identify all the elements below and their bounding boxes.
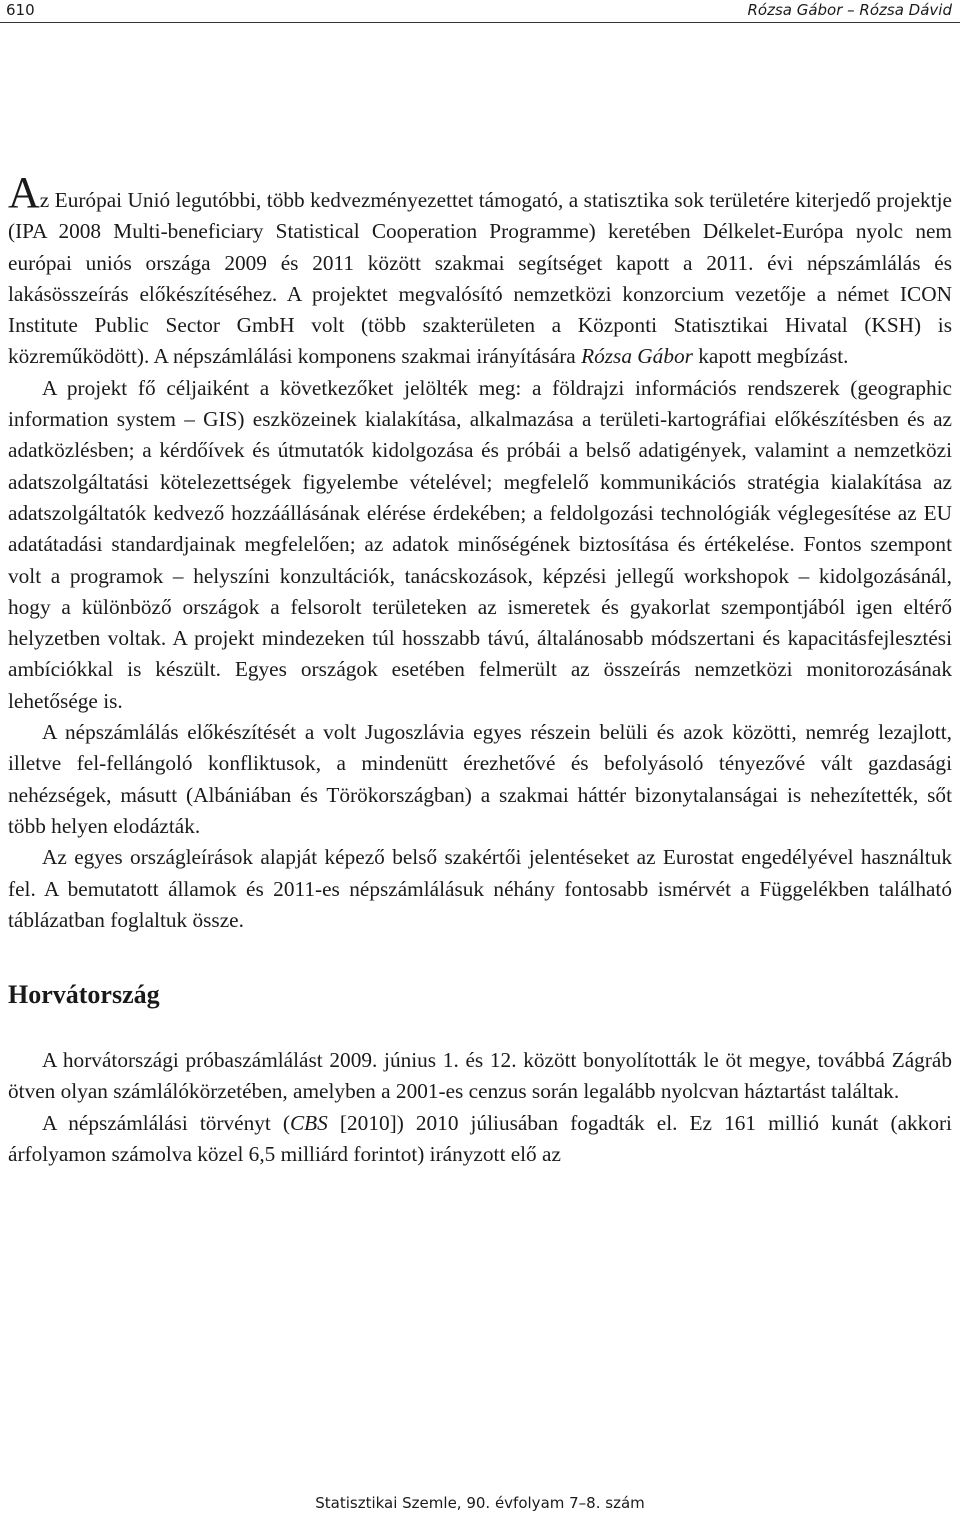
paragraph-census-law (8, 1108, 952, 1171)
running-header-authors: Rózsa Gábor – Rózsa Dávid (747, 1, 952, 19)
page-number: 610 (6, 1, 35, 19)
running-header (0, 0, 960, 23)
running-footer: Statisztikai Szemle, 90. évfolyam 7–8. szám (315, 1494, 645, 1512)
paragraph-sources: Az egyes országleírások alapját képező belső szakértői jelentéseket az Eurostat engedélyével használtuk fel. A bemutatott államok és 2011-es népszámlálásuk néhány fontosabb ismérvét a Függelékben található táblázatban foglaltuk össze. (8, 845, 952, 932)
paragraph-goals: A projekt fő céljaiként a következőket jelölték meg: a földrajzi információs rendszerek (geographic information system – GIS) eszközeinek kialakítása, alkalmazása a területi-kartográfiai előkészítésben és az adatközlésben; a kérdőívek és útmutatók kidolgozása és próbái a belső adatigények, valamint a nemzetközi adatszolgáltatási kötelezettségek figyelembe vételével; megfelelő kommunikációs stratégia kialakítása az adatszolgáltatók kedvező hozzáállásának elérése érdekében; a feldolgozási technológiák véglegesítése az EU adatátadási standardjainak megfelelően; az adatok minőségének biztosítása és értékelése. Fontos szempont volt a programok – helyszíni konzultációk, tanácskozások, képzési jellegű workshopok – kidolgozásánál, hogy a különböző országok a felsorolt területeken az ismeretek és gyakorlat szempontjából igen eltérő helyzetben voltak. A projekt mindezeken túl hosszabb távú, általánosabb módszertani és kapacitásfejlesztési ambíciókkal is készült. Egyes országok esetében felmerült az összeírás nemzetközi monitorozásának lehetősége is. (8, 375, 952, 713)
author-name: Rózsa Gábor (581, 344, 693, 369)
paragraph-intro-text: z Európai Unió legutóbbi, több kedvezményezettet támogató, a statisztika sok területére kiterjedő projektje (IPA 2008 Multi-beneficiary Statistical Cooperation Programme) keretében Délkelet-Európa nyolc nem európai uniós országa 2009 és 2011 között szakmai segítséget kapott a 2011. évi népszámlálás és lakásösszeírás előkészítéséhez. A projektet megvalósító nemzetközi konzorcium vezetője a német ICON Institute Public Sector GmbH volt (több szakterületen a Központi Statisztikai Hivatal (KSH) is közreműködött). A népszámlálási komponens szakmai irányítására (8, 188, 952, 369)
section-title: Horvátország (8, 980, 160, 1010)
paragraph-pilot-census: A horvátországi próbaszámlálást 2009. június 1. és 12. között bonyolították le öt megye, továbbá Zágráb ötven olyan számlálókörzetében, amelyben a 2001-es cenzus során legalább nyolcvan háztartást találtak. (8, 1048, 952, 1104)
paragraph-difficulties: A népszámlálás előkészítését a volt Jugoszlávia egyes részein belüli és azok közötti, nemrég lezajlott, illetve fel-fellángoló konfliktusok, a mindenütt érezhetővé és befolyásoló tényezővé vált gazdasági nehézségek, másutt (Albániában és Törökországban) a szakmai háttér bizonytalanságai is nehezítették, sőt több helyen elodázták. (8, 720, 952, 838)
drop-cap: A (8, 168, 40, 217)
citation-cbs: CBS (289, 1110, 328, 1135)
article-body (8, 168, 952, 1170)
census-law-start: A népszámlálási törvényt ( (42, 1110, 290, 1135)
census-law-rest: [2010]) 2010 júliusában fogadták el. Ez 161 millió kunát (akkori árfolyamon számolva közel 6,5 milliárd forintot) irányzott elő az (8, 1110, 952, 1167)
paragraph-intro (8, 168, 952, 373)
paragraph-intro-end: kapott megbízást. (692, 344, 849, 369)
